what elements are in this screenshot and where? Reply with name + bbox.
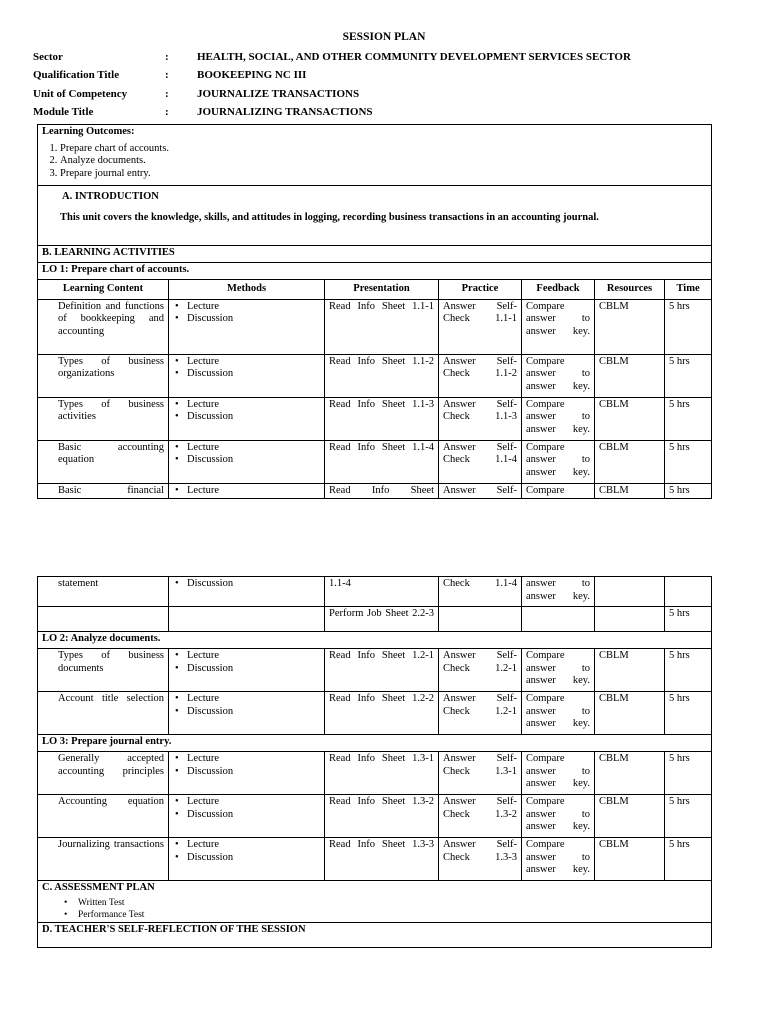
table-row: [38, 299, 712, 354]
practice-cell: Answer Self-Check 1.3-2: [439, 795, 522, 838]
session-table-page2: [37, 576, 712, 948]
page-title: SESSION PLAN: [342, 31, 426, 43]
practice-cell: Answer Self-Check 1.1-3: [439, 397, 522, 440]
table-row: [38, 577, 712, 607]
methods-cell: [169, 483, 325, 499]
feedback-cell: Compare answer to answer key.: [522, 299, 595, 354]
learning-activities-heading: B. LEARNING ACTIVITIES: [38, 246, 712, 263]
table-row: [38, 795, 712, 838]
lo3-heading: LO 3: Prepare journal entry.: [38, 735, 712, 752]
learning-outcomes-row: [38, 125, 712, 186]
resources-cell: [595, 577, 665, 607]
list-item: • Performance Test: [78, 909, 707, 921]
methods-cell: [169, 440, 325, 483]
lo2-rows: [38, 649, 712, 735]
feedback-cell: Compare: [522, 483, 595, 499]
learning-content-cell: Types of business organizations: [38, 354, 169, 397]
reflection-row: [38, 922, 712, 947]
table-row: [38, 692, 712, 735]
feedback-cell: Compare answer to answer key.: [522, 795, 595, 838]
list-item: • Discussion: [187, 809, 320, 822]
time-cell: 5 hrs: [665, 795, 712, 838]
table-row: [38, 752, 712, 795]
table-row: [38, 397, 712, 440]
practice-cell: [439, 607, 522, 632]
presentation-cell: Read Info Sheet 1.1-2: [325, 354, 439, 397]
header-colon: :: [165, 51, 169, 63]
lo1-heading: LO 1: Prepare chart of accounts.: [38, 263, 712, 280]
presentation-cell: Read Info Sheet 1.1-1: [325, 299, 439, 354]
methods-list: [173, 301, 320, 326]
session-table-page1: [37, 124, 712, 499]
methods-list: [173, 442, 320, 467]
feedback-cell: [522, 607, 595, 632]
column-header: Time: [665, 280, 712, 300]
resources-cell: [595, 607, 665, 632]
list-item: • Discussion: [187, 578, 320, 591]
practice-cell: Answer Self-Check 1.3-3: [439, 838, 522, 881]
methods-list: [173, 356, 320, 381]
time-cell: 5 hrs: [665, 397, 712, 440]
learning-content-cell: Journalizing transactions: [38, 838, 169, 881]
column-header: Resources: [595, 280, 665, 300]
time-cell: 5 hrs: [665, 692, 712, 735]
resources-cell: CBLM: [595, 354, 665, 397]
header-value: HEALTH, SOCIAL, AND OTHER COMMUNITY DEVELOPMENT SERVICES SECTOR: [197, 51, 631, 63]
lo3-rows: [38, 752, 712, 881]
learning-content-cell: Account title selection: [38, 692, 169, 735]
methods-cell: [169, 752, 325, 795]
column-header: Learning Content: [38, 280, 169, 300]
reflection-heading: D. TEACHER'S SELF-REFLECTION OF THE SESSION: [38, 922, 712, 947]
resources-cell: CBLM: [595, 838, 665, 881]
learning-activities-row: [38, 246, 712, 263]
learning-content-cell: Types of business activities: [38, 397, 169, 440]
lo1-rows: [38, 299, 712, 499]
learning-content-cell: Accounting equation: [38, 795, 169, 838]
time-cell: 5 hrs: [665, 483, 712, 499]
column-header: Methods: [169, 280, 325, 300]
resources-cell: CBLM: [595, 795, 665, 838]
list-item: • Discussion: [187, 766, 320, 779]
continued-rows: [38, 577, 712, 632]
methods-list: [173, 693, 320, 718]
list-item: • Lecture: [187, 693, 320, 706]
list-item: • Discussion: [187, 663, 320, 676]
time-cell: [665, 577, 712, 607]
time-cell: 5 hrs: [665, 354, 712, 397]
list-item: • Discussion: [187, 706, 320, 719]
time-cell: 5 hrs: [665, 299, 712, 354]
assessment-row: [38, 881, 712, 923]
header-key: Sector: [33, 51, 63, 63]
feedback-cell: Compare answer to answer key.: [522, 838, 595, 881]
learning-content-cell: Basic financial: [38, 483, 169, 499]
practice-cell: Answer Self-Check 1.2-1: [439, 692, 522, 735]
presentation-cell: Read Info Sheet 1.3-1: [325, 752, 439, 795]
table-row: [38, 838, 712, 881]
practice-cell: Answer Self-Check 1.1-4: [439, 440, 522, 483]
methods-cell: [169, 692, 325, 735]
presentation-cell: Read Info Sheet 1.3-3: [325, 838, 439, 881]
table-row: [38, 440, 712, 483]
methods-list: [173, 485, 320, 498]
resources-cell: CBLM: [595, 299, 665, 354]
header-key: Qualification Title: [33, 69, 120, 81]
table-row: [38, 483, 712, 499]
learning-outcomes-heading: Learning Outcomes:: [42, 126, 135, 137]
practice-cell: Check 1.1-4: [439, 577, 522, 607]
list-item: • Lecture: [187, 753, 320, 766]
time-cell: 5 hrs: [665, 752, 712, 795]
presentation-cell: Perform Job Sheet 2.2-3: [325, 607, 439, 632]
methods-list: [173, 796, 320, 821]
list-item: • Lecture: [187, 839, 320, 852]
methods-list: [173, 578, 320, 591]
presentation-cell: Read Info Sheet 1.2-2: [325, 692, 439, 735]
list-item: • Lecture: [187, 356, 320, 369]
resources-cell: CBLM: [595, 692, 665, 735]
lo2-heading: LO 2: Analyze documents.: [38, 632, 712, 649]
resources-cell: CBLM: [595, 397, 665, 440]
lo1-row: [38, 263, 712, 280]
introduction-heading: A. INTRODUCTION: [62, 191, 159, 202]
methods-cell: [169, 577, 325, 607]
time-cell: 5 hrs: [665, 440, 712, 483]
header-key: Unit of Competency: [33, 88, 128, 100]
table-row: [38, 354, 712, 397]
table-row: [38, 649, 712, 692]
list-item: • Lecture: [187, 650, 320, 663]
resources-cell: CBLM: [595, 752, 665, 795]
list-item: • Lecture: [187, 399, 320, 412]
time-cell: 5 hrs: [665, 607, 712, 632]
feedback-cell: Compare answer to answer key.: [522, 354, 595, 397]
resources-cell: CBLM: [595, 440, 665, 483]
methods-list: [173, 650, 320, 675]
methods-cell: [169, 838, 325, 881]
header-key: Module Title: [33, 106, 94, 118]
introduction-text: This unit covers the knowledge, skills, and attitudes in logging, recording business transactions in an accounting journal.: [60, 211, 599, 223]
list-item: 3. Prepare journal entry.: [60, 168, 707, 181]
learning-content-cell: statement: [38, 577, 169, 607]
feedback-cell: Compare answer to answer key.: [522, 397, 595, 440]
learning-content-cell: Generally accepted accounting principles: [38, 752, 169, 795]
list-item: • Discussion: [187, 411, 320, 424]
list-item: • Lecture: [187, 796, 320, 809]
feedback-cell: Compare answer to answer key.: [522, 649, 595, 692]
resources-cell: CBLM: [595, 483, 665, 499]
header-value: BOOKEEPING NC III: [197, 69, 307, 81]
list-item: • Discussion: [187, 313, 320, 326]
lo3-row: [38, 735, 712, 752]
column-header: Practice: [439, 280, 522, 300]
introduction-row: [38, 186, 712, 246]
list-item: • Discussion: [187, 852, 320, 865]
resources-cell: CBLM: [595, 649, 665, 692]
table-row: [38, 607, 712, 632]
practice-cell: Answer Self-Check 1.1-1: [439, 299, 522, 354]
presentation-cell: Read Info Sheet 1.2-1: [325, 649, 439, 692]
methods-cell: [169, 795, 325, 838]
list-item: • Discussion: [187, 368, 320, 381]
feedback-cell: answer to answer key.: [522, 577, 595, 607]
assessment-list: [42, 897, 707, 921]
feedback-cell: Compare answer to answer key.: [522, 692, 595, 735]
feedback-cell: Compare answer to answer key.: [522, 752, 595, 795]
header-colon: :: [165, 69, 169, 81]
learning-content-cell: [38, 607, 169, 632]
column-header: Presentation: [325, 280, 439, 300]
list-item: 1. Prepare chart of accounts.: [60, 143, 707, 156]
list-item: • Lecture: [187, 442, 320, 455]
column-header: Feedback: [522, 280, 595, 300]
learning-content-cell: Basic accounting equation: [38, 440, 169, 483]
lo2-row: [38, 632, 712, 649]
methods-cell: [169, 649, 325, 692]
methods-list: [173, 399, 320, 424]
list-item: 2. Analyze documents.: [60, 155, 707, 168]
header-colon: :: [165, 88, 169, 100]
methods-cell: [169, 397, 325, 440]
header-value: JOURNALIZE TRANSACTIONS: [197, 88, 360, 100]
assessment-heading: C. ASSESSMENT PLAN: [42, 882, 155, 893]
time-cell: 5 hrs: [665, 838, 712, 881]
methods-list: [173, 753, 320, 778]
presentation-cell: Read Info Sheet 1.1-4: [325, 440, 439, 483]
presentation-cell: Read Info Sheet 1.3-2: [325, 795, 439, 838]
presentation-cell: Read Info Sheet: [325, 483, 439, 499]
methods-cell: [169, 607, 325, 632]
methods-list: [173, 839, 320, 864]
column-header-row: [38, 280, 712, 300]
list-item: • Written Test: [78, 897, 707, 909]
practice-cell: Answer Self-Check 1.3-1: [439, 752, 522, 795]
time-cell: 5 hrs: [665, 649, 712, 692]
learning-content-cell: Definition and functions of bookkeeping and accounting: [38, 299, 169, 354]
presentation-cell: Read Info Sheet 1.1-3: [325, 397, 439, 440]
list-item: • Lecture: [187, 485, 320, 498]
methods-cell: [169, 354, 325, 397]
header-colon: :: [165, 106, 169, 118]
header-value: JOURNALIZING TRANSACTIONS: [197, 106, 373, 118]
practice-cell: Answer Self-Check 1.2-1: [439, 649, 522, 692]
practice-cell: Answer Self-: [439, 483, 522, 499]
list-item: • Lecture: [187, 301, 320, 314]
practice-cell: Answer Self-Check 1.1-2: [439, 354, 522, 397]
presentation-cell: 1.1-4: [325, 577, 439, 607]
feedback-cell: Compare answer to answer key.: [522, 440, 595, 483]
learning-content-cell: Types of business documents: [38, 649, 169, 692]
methods-cell: [169, 299, 325, 354]
list-item: • Discussion: [187, 454, 320, 467]
learning-outcomes-list: [60, 143, 707, 181]
